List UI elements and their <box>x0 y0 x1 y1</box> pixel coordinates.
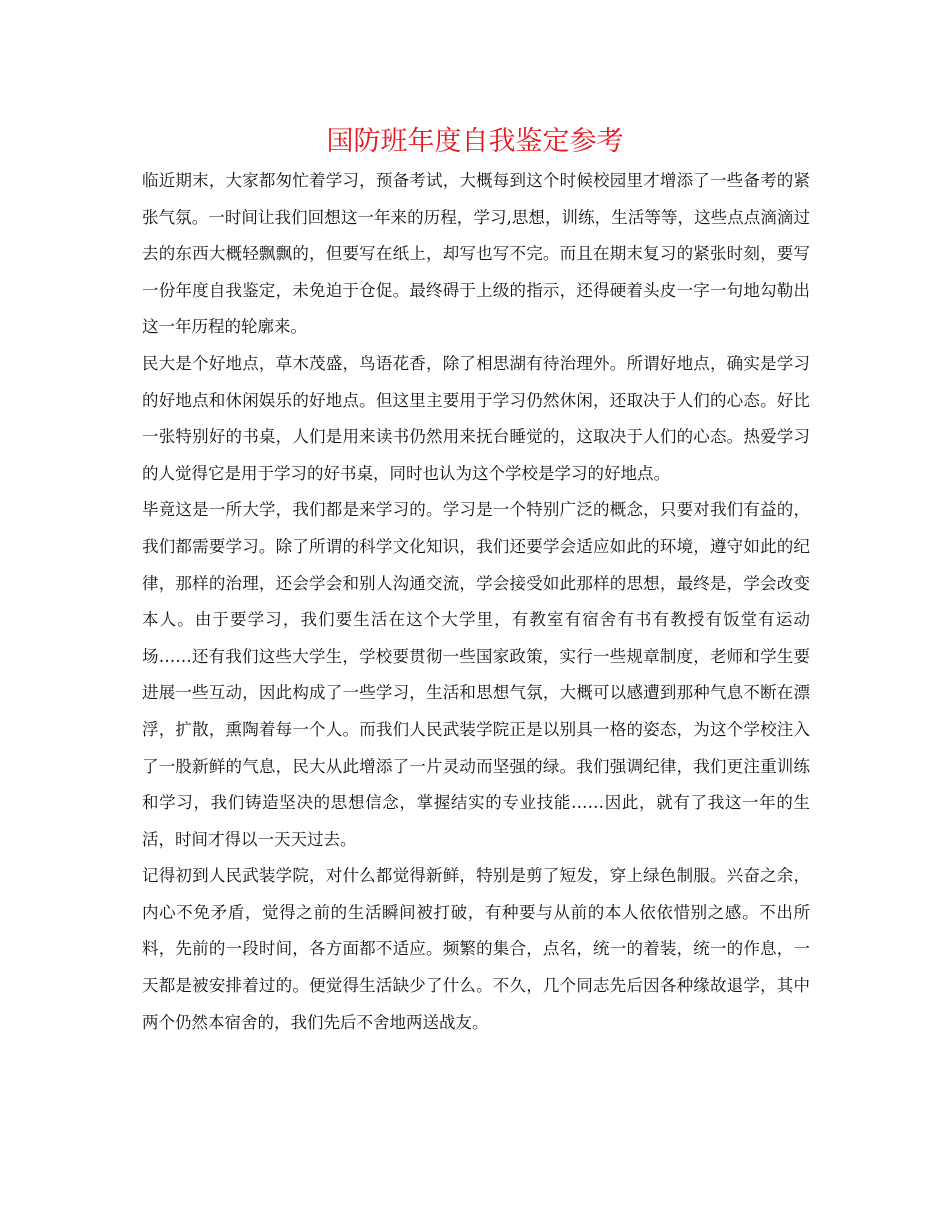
document-title: 国防班年度自我鉴定参考 <box>326 126 624 157</box>
paragraph-1: 临近期末，大家都匆忙着学习，预备考试，大概每到这个时候校园里才增添了一些备考的紧张气氛。一时间让我们回想这一年来的历程，学习,思想，训练，生活等等，这些点点滴滴过去的东西大概轻飘飘的，但要写在纸上，却写也写不完。而且在期末复习的紧张时刻，要写一份年度自我鉴定，未免迫于仓促。最终碍于上级的指示，还得硬着头皮一字一句地勾勒出这一年历程的轮廓来。 <box>142 171 810 337</box>
paragraph-4: 记得初到人民武装学院，对什么都觉得新鲜，特别是剪了短发，穿上绿色制服。兴奋之余，内心不免矛盾，觉得之前的生活瞬间被打破，有种要与从前的本人依依惜别之感。不出所料，先前的一段时间，各方面都不适应。频繁的集合，点名，统一的着装，统一的作息，一天都是被安排着过的。便觉得生活缺少了什么。不久，几个同志先后因各种缘故退学，其中两个仍然本宿舍的，我们先后不舍地两送战友。 <box>142 866 810 1032</box>
document-body <box>142 163 810 1041</box>
paragraph-3: 毕竟这是一所大学，我们都是来学习的。学习是一个特别广泛的概念，只要对我们有益的，我们都需要学习。除了所谓的科学文化知识，我们还要学会适应如此的环境，遵守如此的纪律，那样的治理，还会学会和别人沟通交流，学会接受如此那样的思想，最终是，学会改变本人。由于要学习，我们要生活在这个大学里，有教室有宿舍有书有教授有饭堂有运动场……还有我们这些大学生，学校要贯彻一些国家政策，实行一些规章制度，老师和学生要进展一些互动，因此构成了一些学习，生活和思想气氛，大概可以感遭到那种气息不断在漂浮，扩散，熏陶着每一个人。而我们人民武装学院正是以别具一格的姿态，为这个学校注入了一股新鲜的气息，民大从此增添了一片灵动而坚强的绿。我们强调纪律，我们更注重训练和学习，我们铸造坚决的思想信念，掌握结实的专业技能……因此，就有了我这一年的生活，时间才得以一天天过去。 <box>142 500 810 849</box>
paragraph-2: 民大是个好地点，草木茂盛，鸟语花香，除了相思湖有待治理外。所谓好地点，确实是学习的好地点和休闲娱乐的好地点。但这里主要用于学习仍然休闲，还取决于人们的心态。好比一张特别好的书桌，人们是用来读书仍然用来抚台睡觉的，这取决于人们的心态。热爱学习的人觉得它是用于学习的好书桌，同时也认为这个学校是学习的好地点。 <box>142 353 810 483</box>
